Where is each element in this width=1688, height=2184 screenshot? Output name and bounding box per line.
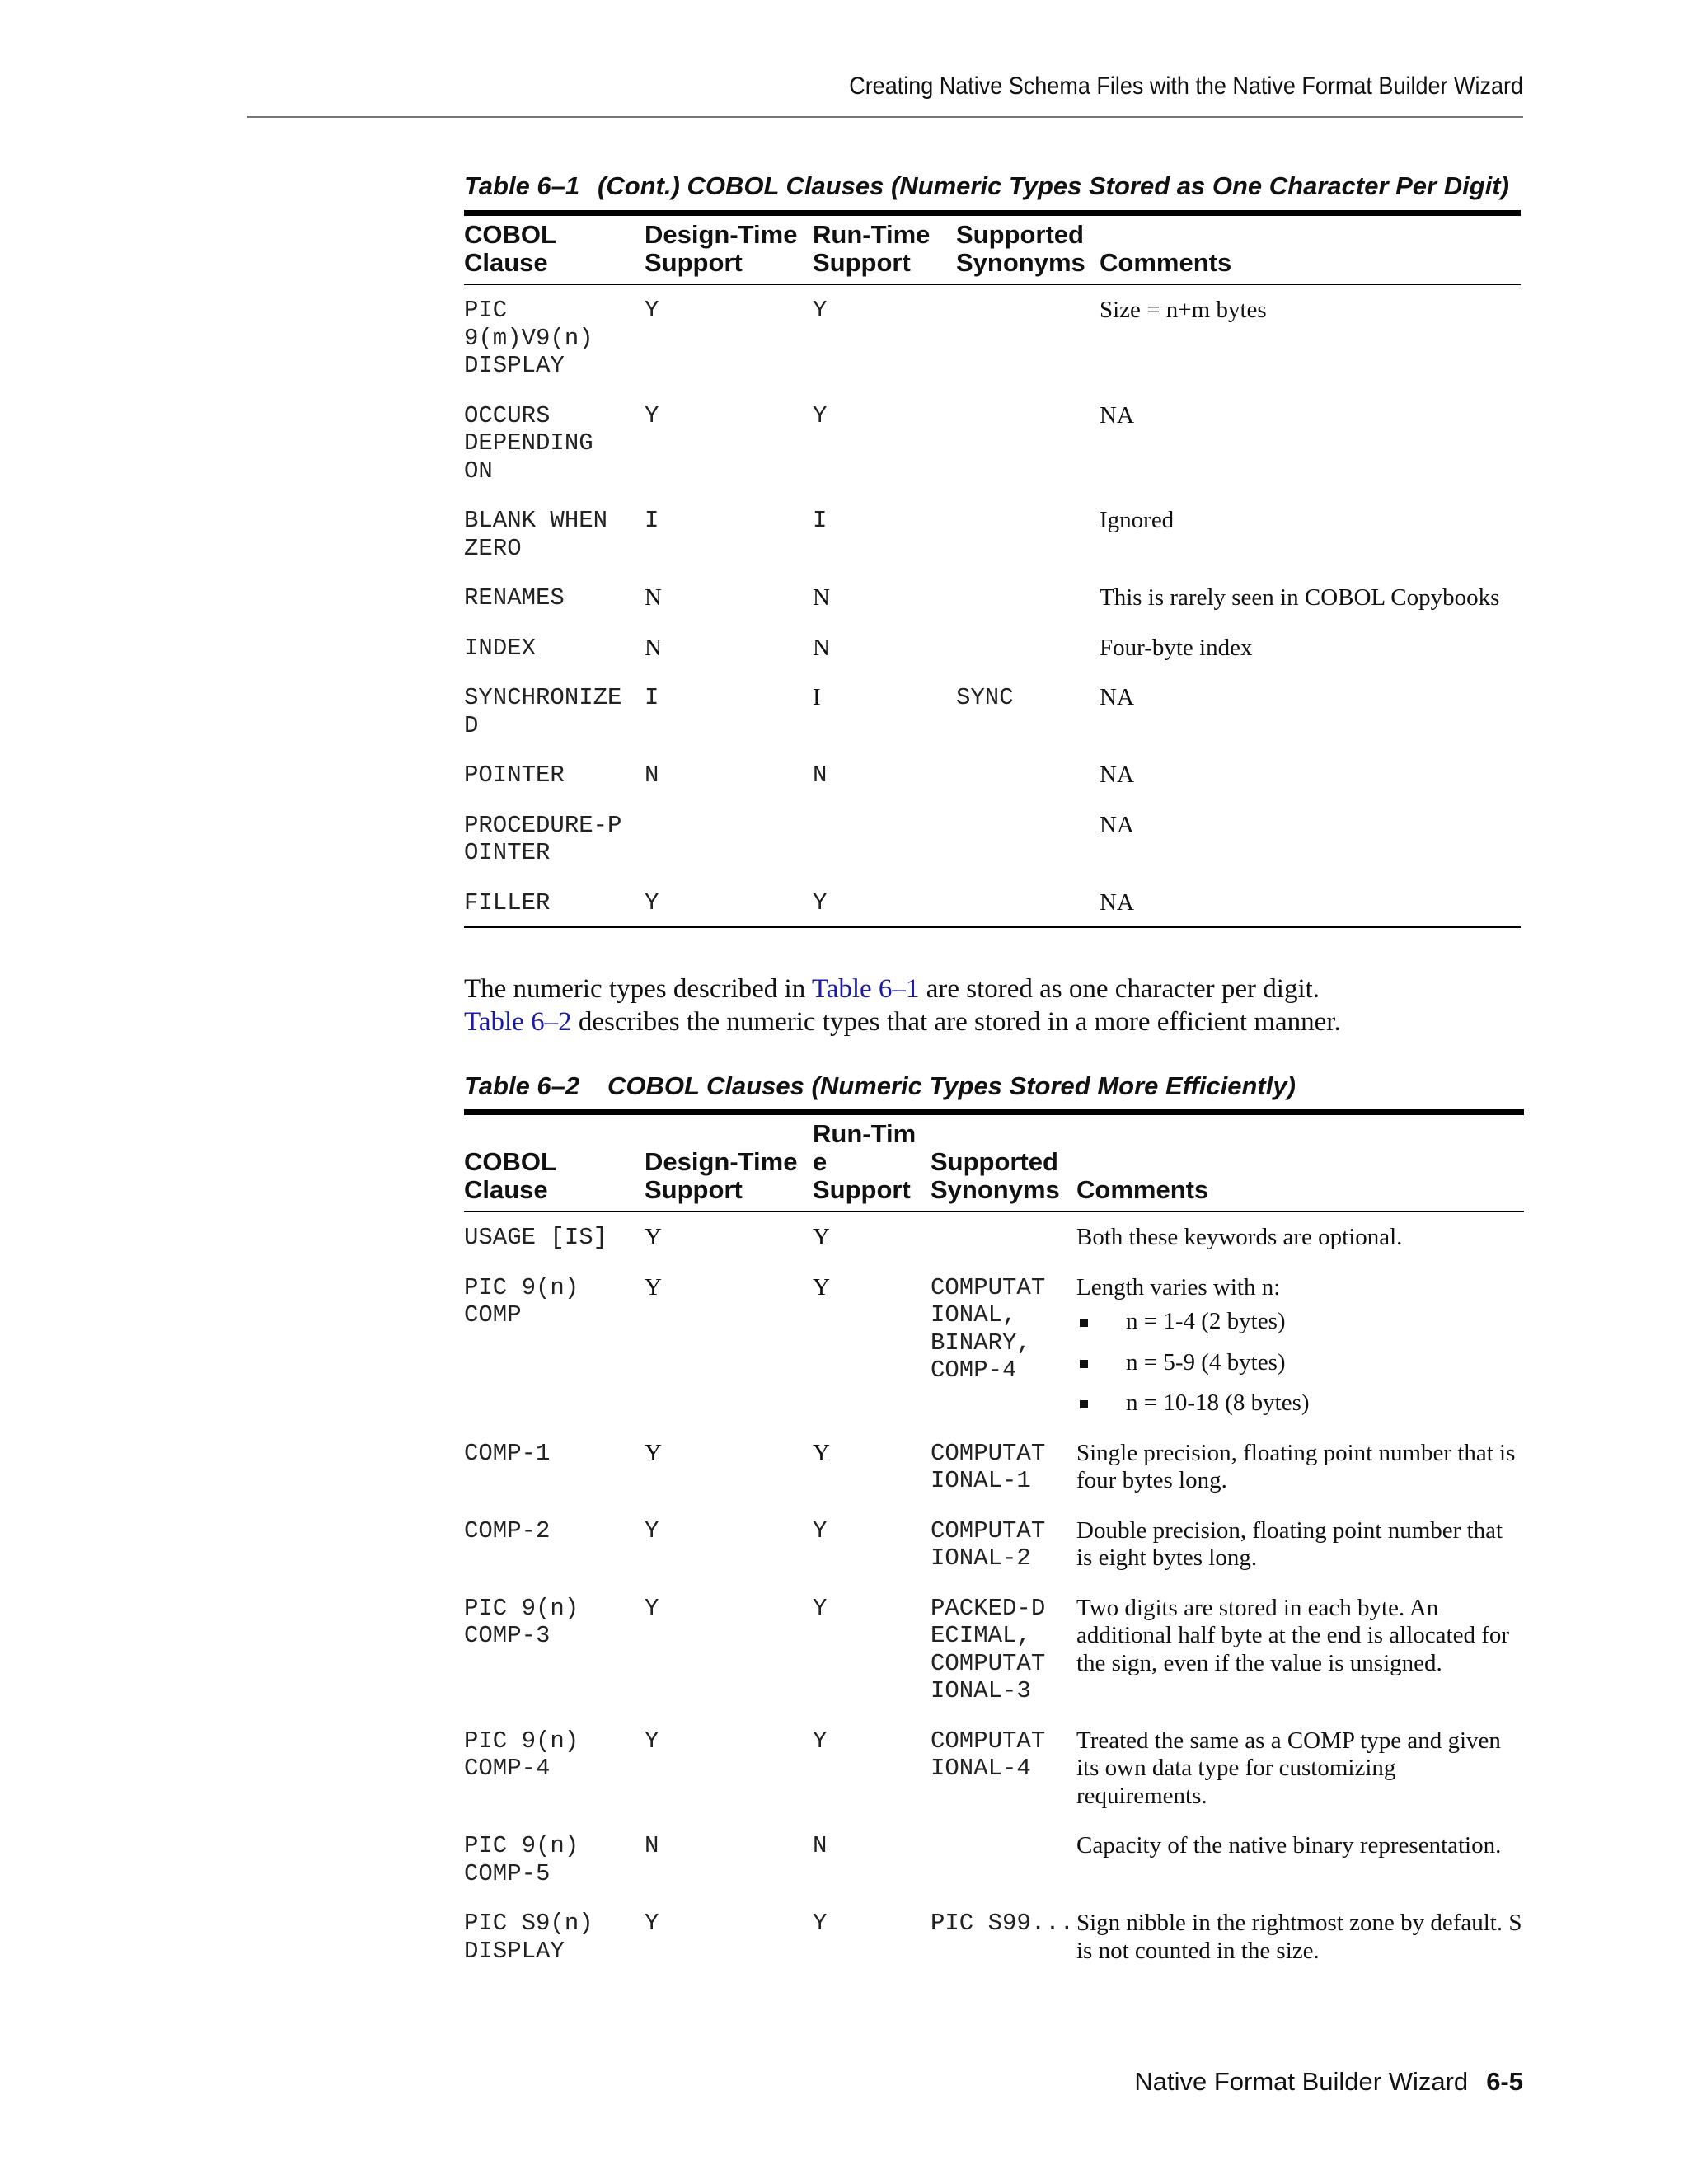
table2-run-text: Y — [813, 1439, 830, 1466]
table1-row — [464, 670, 1521, 748]
table1-cell-clause — [464, 570, 645, 621]
table2-col-header: Comments — [1076, 1175, 1209, 1204]
table2-comments-text: Capacity of the native binary representation. — [1076, 1832, 1502, 1858]
table1-cell-comments — [1100, 388, 1521, 494]
table2-cell-run — [813, 1713, 931, 1819]
table2-cell-comments — [1076, 1896, 1524, 1975]
table1-run-text: N — [813, 634, 830, 661]
table2-syn-text: COMPUTAT IONAL, BINARY, COMP-4 — [931, 1273, 1046, 1384]
table1-cell-syn — [956, 670, 1100, 748]
table1-cell-comments — [1100, 748, 1521, 798]
table1-col-header: Design-Time Support — [645, 220, 798, 277]
table2-cell-run — [813, 1260, 931, 1426]
table2-title: COBOL Clauses (Numeric Types Stored More Efficiently) — [607, 1071, 1296, 1100]
table1-run-text: Y — [813, 888, 828, 916]
table2-design-text: Y — [645, 1910, 659, 1937]
table1-cell-syn — [956, 388, 1100, 494]
table1-comments-text: NA — [1100, 888, 1134, 916]
table2-cell-clause — [464, 1503, 645, 1581]
paragraph-text: describes the numeric types that are stored in a more efficient manner. — [571, 1007, 1341, 1037]
table1-col-header: Comments — [1100, 248, 1232, 277]
table1-cell-design — [645, 748, 813, 798]
table1-comments-text: Ignored — [1100, 507, 1175, 533]
table2-cell-clause — [464, 1581, 645, 1713]
table2-col-header: Design-Time Support — [645, 1147, 798, 1204]
table2-run-text: Y — [813, 1273, 830, 1301]
table1-cell-comments — [1100, 670, 1521, 748]
table1-body — [464, 284, 1521, 927]
table2-clause-text: PIC 9(n) COMP-5 — [464, 1832, 579, 1887]
table1-cell-design — [645, 875, 813, 928]
bullet-text: n = 5-9 (4 bytes) — [1126, 1348, 1286, 1376]
table2-row — [464, 1426, 1524, 1503]
table1-row — [464, 798, 1521, 875]
table2-design-text: N — [645, 1832, 659, 1859]
table1-cell-syn — [956, 748, 1100, 798]
table1-design-text: Y — [645, 401, 659, 429]
table2-cell-design — [645, 1818, 813, 1896]
table1-cell-syn — [956, 798, 1100, 875]
bullet-item — [1076, 1349, 1524, 1377]
table2-comments-text: Length varies with n: — [1076, 1273, 1281, 1301]
table2-cell-syn — [931, 1896, 1076, 1975]
table2-cell-run — [813, 1503, 931, 1581]
table2-design-text: Y — [645, 1224, 662, 1250]
table1-run-text: Y — [813, 401, 828, 429]
table2-cell-run — [813, 1818, 931, 1896]
table1-cell-syn — [956, 570, 1100, 621]
page-footer — [1134, 2067, 1523, 2097]
table1-row — [464, 284, 1521, 388]
table2-col-header: COBOL Clause — [464, 1147, 556, 1204]
paragraph-text: The numeric types described in — [464, 974, 812, 1004]
table2-cell-design — [645, 1896, 813, 1975]
table1-clause-text: PIC 9(m)V9(n) DISPLAY — [464, 297, 593, 379]
table1-col-header: Run-Time Support — [813, 220, 931, 277]
table1-run-text: N — [813, 762, 828, 789]
table2-cell-comments — [1076, 1212, 1524, 1260]
table1-design-text: N — [645, 762, 659, 789]
table1-cell-run — [813, 621, 956, 671]
table1-comments-text: This is rarely seen in COBOL Copybooks — [1100, 584, 1500, 611]
table2-cell-design — [645, 1581, 813, 1713]
table1-comments-text: Size = n+m bytes — [1100, 297, 1267, 323]
table2-cell-comments — [1076, 1713, 1524, 1819]
table2-cell-syn — [931, 1713, 1076, 1819]
table2-caption — [464, 1071, 1296, 1101]
table2-cell-syn — [931, 1581, 1076, 1713]
table1-cell-run — [813, 875, 956, 928]
table2-cell-run — [813, 1426, 931, 1503]
table1-clause-text: INDEX — [464, 634, 537, 662]
table2-number: Table 6–2 — [464, 1071, 580, 1100]
table1-run-text: I — [813, 684, 821, 710]
paragraph-text: are stored as one character per digit. — [919, 974, 1320, 1004]
table2-cell-syn — [931, 1818, 1076, 1896]
bullet-square-icon — [1080, 1360, 1088, 1368]
table2-cell-design — [645, 1260, 813, 1426]
table2-design-text: Y — [645, 1439, 662, 1466]
table1-comments-text: NA — [1100, 401, 1134, 429]
table1-row — [464, 875, 1521, 928]
table1-number: Table 6–1 — [464, 171, 580, 200]
table2-cell-design — [645, 1212, 813, 1260]
table1-cell-run — [813, 798, 956, 875]
table2-run-text: Y — [813, 1516, 828, 1544]
table1-clause-text: FILLER — [464, 888, 551, 916]
table1-cell-comments — [1100, 493, 1521, 570]
table2-cell-syn — [931, 1426, 1076, 1503]
table2-cell-syn — [931, 1503, 1076, 1581]
body-paragraph — [464, 972, 1527, 1038]
table2-clause-text: PIC 9(n) COMP-3 — [464, 1594, 579, 1649]
bullet-square-icon — [1080, 1319, 1088, 1327]
table2-syn-text: COMPUTAT IONAL-1 — [931, 1439, 1046, 1494]
table1-row — [464, 748, 1521, 798]
table1-cell-clause — [464, 493, 645, 570]
running-head: Creating Native Schema Files with the Native Format Builder Wizard — [849, 73, 1523, 100]
table2-syn-text: PIC S99... — [931, 1910, 1075, 1937]
table2 — [464, 1109, 1524, 1975]
table2-cell-clause — [464, 1426, 645, 1503]
table2-cell-clause — [464, 1896, 645, 1975]
table1-link[interactable]: Table 6–1 — [811, 974, 920, 1004]
table2-comments-text: Double precision, floating point number that is eight bytes long. — [1076, 1516, 1503, 1571]
table2-cell-design — [645, 1503, 813, 1581]
table1-clause-text: OCCURS DEPENDING ON — [464, 401, 593, 485]
table1-cell-clause — [464, 748, 645, 798]
table2-cell-design — [645, 1713, 813, 1819]
table2-syn-text: COMPUTAT IONAL-4 — [931, 1727, 1046, 1782]
header-rule — [247, 116, 1523, 118]
table2-row — [464, 1260, 1524, 1426]
table1-design-text: I — [645, 507, 659, 534]
table1-cell-design — [645, 798, 813, 875]
table1-row — [464, 388, 1521, 494]
table1-cell-clause — [464, 798, 645, 875]
table2-cell-clause — [464, 1818, 645, 1896]
table2-row — [464, 1713, 1524, 1819]
table1-title: (Cont.) COBOL Clauses (Numeric Types Stored as One Character Per Digit) — [598, 171, 1509, 200]
table1-run-text: I — [813, 507, 828, 534]
table1-cell-clause — [464, 388, 645, 494]
table2-cell-clause — [464, 1260, 645, 1426]
table1-cell-design — [645, 493, 813, 570]
table2-row — [464, 1581, 1524, 1713]
table2-design-text: Y — [645, 1273, 662, 1301]
table1-cell-clause — [464, 621, 645, 671]
table2-comments-text: Two digits are stored in each byte. An additional half byte at the end is allocated for the sign, even if the value is unsigned. — [1076, 1594, 1510, 1676]
table1-clause-text: SYNCHRONIZE D — [464, 684, 622, 739]
table2-clause-text: USAGE [IS] — [464, 1224, 608, 1251]
table1-syn-text: SYNC — [956, 684, 1014, 711]
table2-body — [464, 1212, 1524, 1975]
bullet-text: n = 1-4 (2 bytes) — [1126, 1308, 1286, 1334]
table2-syn-text: COMPUTAT IONAL-2 — [931, 1516, 1046, 1572]
table2-cell-comments — [1076, 1818, 1524, 1896]
table1-cell-comments — [1100, 875, 1521, 928]
length-bullet-list — [1076, 1308, 1524, 1418]
table2-cell-syn — [931, 1212, 1076, 1260]
table1-cell-clause — [464, 670, 645, 748]
bullet-text: n = 10-18 (8 bytes) — [1126, 1390, 1310, 1416]
table1-design-text: Y — [645, 297, 659, 324]
table2-cell-design — [645, 1426, 813, 1503]
table1-cell-syn — [956, 284, 1100, 388]
table1-comments-text: NA — [1100, 762, 1134, 788]
page-number: 6-5 — [1486, 2067, 1523, 2096]
table2-run-text: Y — [813, 1224, 830, 1250]
table2-design-text: Y — [645, 1594, 659, 1622]
table1-run-text: Y — [813, 297, 828, 324]
table1-design-text: N — [645, 634, 662, 661]
table1-design-text: Y — [645, 888, 659, 916]
table1-cell-run — [813, 670, 956, 748]
table2-row — [464, 1818, 1524, 1896]
table1-cell-run — [813, 388, 956, 494]
table2-cell-comments — [1076, 1503, 1524, 1581]
table2-run-text: N — [813, 1832, 828, 1859]
table1-clause-text: RENAMES — [464, 584, 565, 612]
table2-cell-run — [813, 1896, 931, 1975]
table2-syn-text: PACKED-D ECIMAL, COMPUTAT IONAL-3 — [931, 1594, 1046, 1704]
table2-cell-syn — [931, 1260, 1076, 1426]
table2-comments-text: Sign nibble in the rightmost zone by default. S is not counted in the size. — [1076, 1910, 1522, 1964]
table1-cell-comments — [1100, 798, 1521, 875]
table2-cell-comments — [1076, 1581, 1524, 1713]
table2-run-text: Y — [813, 1727, 828, 1755]
table1-clause-text: POINTER — [464, 762, 565, 789]
table2-cell-clause — [464, 1212, 645, 1260]
table1-cell-run — [813, 570, 956, 621]
table2-comments-text: Single precision, floating point number that is four bytes long. — [1076, 1439, 1516, 1493]
table1-clause-text: PROCEDURE-P OINTER — [464, 811, 622, 866]
table1-cell-run — [813, 748, 956, 798]
table2-clause-text: COMP-1 — [464, 1439, 551, 1467]
table1-cell-syn — [956, 493, 1100, 570]
table2-cell-comments — [1076, 1426, 1524, 1503]
table2-header-row — [464, 1113, 1524, 1212]
table1-comments-text: NA — [1100, 684, 1134, 710]
table1-design-text: I — [645, 684, 659, 711]
table1-row — [464, 621, 1521, 671]
table2-link[interactable]: Table 6–2 — [464, 1007, 572, 1037]
table2-run-text: Y — [813, 1910, 828, 1937]
table1-header-row — [464, 213, 1521, 285]
table1-col-header: COBOL Clause — [464, 220, 556, 277]
table2-clause-text: PIC 9(n) COMP — [464, 1273, 579, 1329]
table1-caption — [464, 171, 1509, 201]
table1-cell-comments — [1100, 570, 1521, 621]
table1-cell-syn — [956, 875, 1100, 928]
table1-cell-design — [645, 670, 813, 748]
bullet-item — [1076, 1390, 1524, 1418]
table1-design-text: N — [645, 584, 662, 611]
table1-cell-run — [813, 493, 956, 570]
table1-comments-text: NA — [1100, 811, 1134, 838]
table1-cell-design — [645, 388, 813, 494]
table1-cell-clause — [464, 284, 645, 388]
table2-clause-text: PIC 9(n) COMP-4 — [464, 1727, 579, 1782]
bullet-square-icon — [1080, 1400, 1088, 1408]
table2-comments-text: Both these keywords are optional. — [1076, 1224, 1403, 1250]
table2-col-header: Supported Synonyms — [931, 1147, 1060, 1204]
table2-row — [464, 1896, 1524, 1975]
table1 — [464, 210, 1521, 928]
table2-cell-run — [813, 1581, 931, 1713]
table2-comments-text: Treated the same as a COMP type and given its own data type for customizing requirements. — [1076, 1727, 1501, 1809]
table1-run-text: N — [813, 584, 830, 611]
table2-col-header: Run-Tim e Support — [813, 1119, 917, 1204]
table1-comments-text: Four-byte index — [1100, 634, 1253, 661]
table2-design-text: Y — [645, 1516, 659, 1544]
table1-cell-clause — [464, 875, 645, 928]
table1-cell-comments — [1100, 284, 1521, 388]
table2-clause-text: COMP-2 — [464, 1516, 551, 1544]
table1-clause-text: BLANK WHEN ZERO — [464, 507, 608, 562]
table1-cell-run — [813, 284, 956, 388]
table2-row — [464, 1503, 1524, 1581]
table1-cell-design — [645, 284, 813, 388]
table1-row — [464, 570, 1521, 621]
table2-cell-clause — [464, 1713, 645, 1819]
table2-design-text: Y — [645, 1727, 659, 1755]
table1-cell-comments — [1100, 621, 1521, 671]
table1-cell-syn — [956, 621, 1100, 671]
table2-cell-comments — [1076, 1260, 1524, 1426]
table1-cell-design — [645, 570, 813, 621]
table1-cell-design — [645, 621, 813, 671]
table2-cell-run — [813, 1212, 931, 1260]
table2-row — [464, 1212, 1524, 1260]
table1-col-header: Supported Synonyms — [956, 220, 1085, 277]
table2-run-text: Y — [813, 1594, 828, 1622]
table1-row — [464, 493, 1521, 570]
bullet-item — [1076, 1308, 1524, 1336]
footer-label: Native Format Builder Wizard — [1134, 2067, 1469, 2096]
table2-clause-text: PIC S9(n) DISPLAY — [464, 1910, 593, 1965]
